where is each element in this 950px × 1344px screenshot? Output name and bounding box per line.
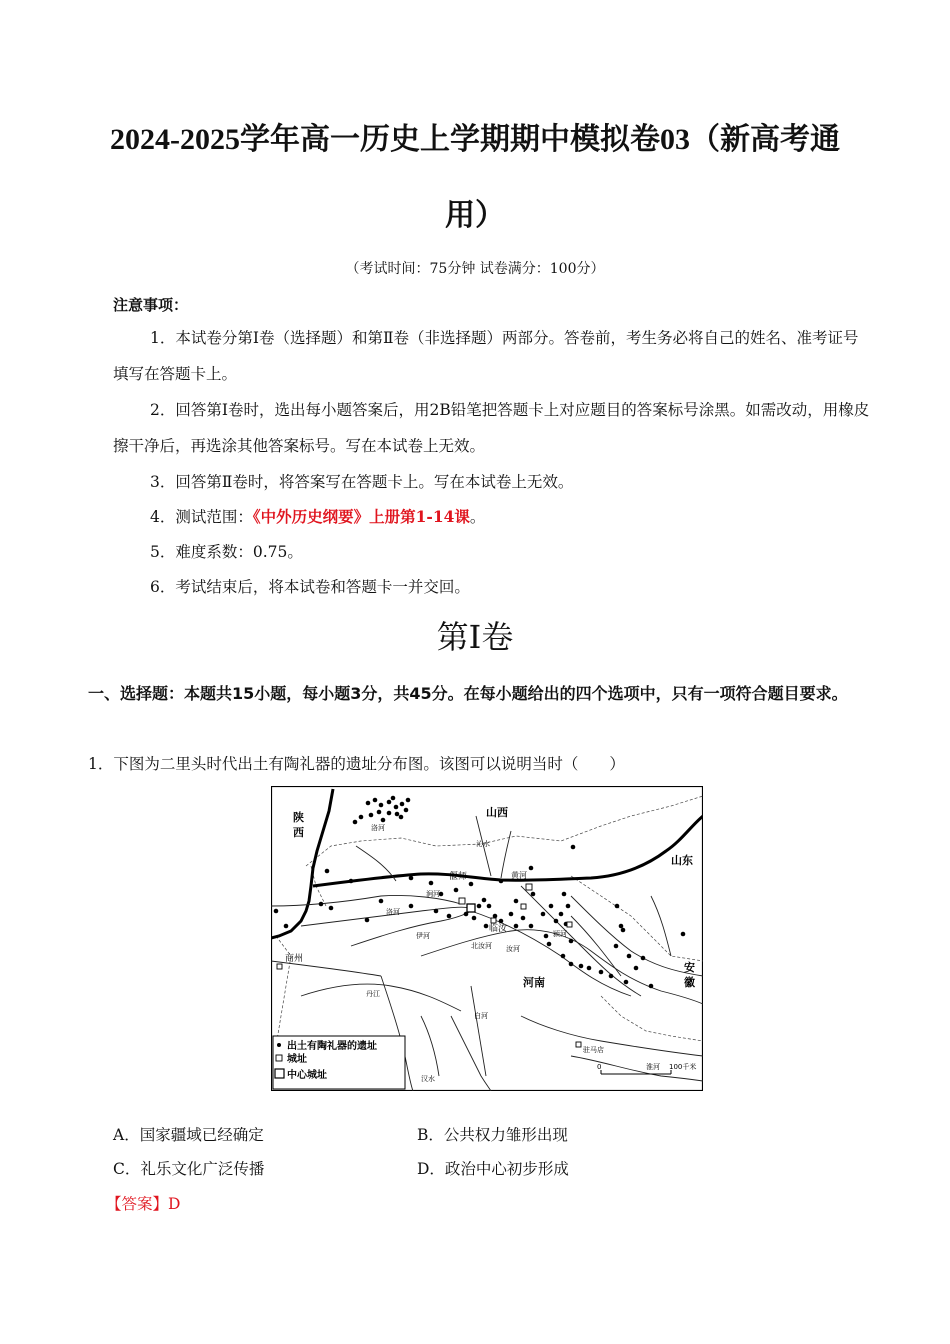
site-dot: [353, 820, 358, 825]
site-dot: [529, 924, 534, 929]
label-huanghe: 黄河: [511, 871, 527, 880]
center-city-square: [467, 904, 475, 912]
site-dot: [394, 805, 399, 810]
site-dot: [579, 964, 584, 969]
test-scope-highlight: 《中外历史纲要》上册第1-14课: [252, 507, 470, 526]
site-dot: [387, 811, 392, 816]
site-dot: [529, 866, 534, 871]
site-dot: [621, 928, 626, 933]
option-b[interactable]: B．公共权力雏形出现: [417, 1126, 568, 1144]
site-dot: [325, 869, 330, 874]
site-dot: [599, 970, 604, 975]
site-dot: [547, 942, 552, 947]
site-dot: [514, 924, 519, 929]
option-c[interactable]: C．礼乐文化广泛传播: [113, 1160, 265, 1178]
answer-label: 【答案】D: [106, 1195, 181, 1213]
site-dot: [391, 796, 396, 801]
site-dot: [514, 899, 519, 904]
site-dot: [499, 919, 504, 924]
site-dot: [381, 818, 386, 823]
city-square: [567, 922, 572, 927]
legend-center-symbol: [275, 1069, 284, 1078]
site-dot: [409, 876, 414, 881]
site-dot: [447, 914, 452, 919]
site-dot: [369, 813, 374, 818]
note-item-4-suffix: 。: [469, 508, 486, 526]
note-item-4: [113, 499, 873, 535]
site-dot: [531, 892, 536, 897]
label-huaihe: 淮河: [646, 1063, 660, 1071]
site-distribution-map: [271, 786, 703, 1091]
site-dot: [561, 954, 566, 959]
page-title-line1: 2024-2025学年高一历史上学期期中模拟卷03（新高考通: [110, 123, 840, 156]
site-dot: [681, 932, 686, 937]
site-dot: [373, 798, 378, 803]
label-hanshui: 汉水: [421, 1075, 435, 1083]
site-dot: [544, 934, 549, 939]
label-beiruhe: 北汝河: [471, 942, 492, 950]
site-dot: [566, 904, 571, 909]
label-shanxi: 山西: [486, 806, 508, 819]
site-dot: [499, 879, 504, 884]
city-square: [491, 918, 496, 923]
label-anhui-1: 安: [684, 961, 695, 974]
site-dot: [624, 980, 629, 985]
notes-heading: 注意事项：: [113, 296, 189, 314]
site-dot: [521, 916, 526, 921]
site-dot: [400, 802, 405, 807]
site-dot: [377, 810, 382, 815]
city-square: [576, 1042, 581, 1047]
note-item-4-prefix: 4．测试范围：: [150, 508, 253, 526]
site-dot: [366, 801, 371, 806]
map-legend: [273, 1036, 405, 1089]
label-ruhe: 汝河: [506, 945, 520, 953]
label-yinghe: 颍河: [553, 930, 567, 938]
city-square: [526, 884, 532, 890]
site-dot: [387, 800, 392, 805]
option-a[interactable]: A．国家疆域已经确定: [113, 1126, 264, 1144]
site-dot: [409, 904, 414, 909]
site-dot: [559, 912, 564, 917]
site-dot: [379, 899, 384, 904]
legend-site-symbol: [277, 1043, 281, 1047]
site-dot: [274, 909, 279, 914]
site-dot: [509, 912, 514, 917]
site-dot: [484, 924, 489, 929]
label-henan: 河南: [523, 976, 545, 989]
city-square: [277, 964, 282, 969]
volume-title: 第Ⅰ卷: [436, 618, 514, 656]
legend-city-symbol: [276, 1055, 282, 1061]
site-dot: [469, 882, 474, 887]
site-dot: [487, 904, 492, 909]
label-shaanxi-1: 陕: [293, 811, 304, 824]
site-dot: [587, 966, 592, 971]
site-dot: [619, 924, 624, 929]
site-dot: [562, 892, 567, 897]
section-heading: 一、选择题：本题共15小题，每小题3分，共45分。在每小题给出的四个选项中，只有一项符合题目要求。: [88, 684, 848, 703]
site-dot: [615, 904, 620, 909]
site-dot: [477, 904, 482, 909]
site-dot: [472, 916, 477, 921]
legend-center: 中心城址: [287, 1070, 327, 1081]
site-dot: [404, 808, 409, 813]
site-dot: [649, 984, 654, 989]
site-dot: [429, 881, 434, 886]
page-title-line2: 用）: [445, 199, 505, 232]
note-item-3: 3．回答第Ⅱ卷时，将答案写在答题卡上。写在本试卷上无效。: [150, 473, 574, 491]
label-jianhe: 涧河: [426, 890, 440, 898]
label-zhumadian: 驻马店: [583, 1046, 604, 1054]
site-dot: [634, 966, 639, 971]
label-shandong: 山东: [671, 854, 693, 867]
site-dot: [641, 956, 646, 961]
legend-city: 城址: [287, 1054, 307, 1065]
label-luohe-north: 洛河: [371, 824, 385, 832]
label-yihe: 伊河: [416, 932, 430, 940]
site-dot: [284, 924, 289, 929]
site-dot: [569, 962, 574, 967]
site-dot: [571, 845, 576, 850]
label-qinshui: 沁水: [476, 840, 490, 848]
legend-site: 出土有陶礼器的遗址: [287, 1041, 377, 1052]
site-dot: [554, 919, 559, 924]
site-dot: [454, 888, 459, 893]
scale-distance: 100千米: [669, 1063, 697, 1071]
site-dot: [627, 954, 632, 959]
site-dot: [406, 798, 411, 803]
option-d[interactable]: D．政治中心初步形成: [417, 1160, 569, 1178]
site-dot: [609, 974, 614, 979]
site-dot: [319, 902, 324, 907]
label-shangzhou: 商州: [285, 954, 304, 964]
city-square: [521, 904, 526, 909]
site-dot: [329, 906, 334, 911]
city-square: [459, 898, 465, 904]
label-yanshi: 偃师: [449, 872, 468, 882]
site-dot: [379, 803, 384, 808]
question-1-stem: 1．下图为二里头时代出土有陶礼器的遗址分布图。该图可以说明当时（ ）: [88, 755, 625, 773]
scale-zero: 0: [597, 1063, 602, 1071]
label-shaanxi-2: 西: [293, 826, 304, 839]
note-item-6: 6．考试结束后，将本试卷和答题卡一并交回。: [150, 578, 470, 596]
site-dot: [349, 879, 354, 884]
note-item-2: 2．回答第Ⅰ卷时，选出每小题答案后，用2B铅笔把答题卡上对应题目的答案标号涂黑。如需改动，用橡皮擦干净后，再选涂其他答案标号。写在本试卷上无效。: [113, 401, 870, 455]
site-dot: [549, 904, 554, 909]
site-dot: [399, 815, 404, 820]
site-dot: [434, 909, 439, 914]
label-anhui-2: 徽: [684, 976, 695, 989]
label-baihe: 白河: [474, 1012, 488, 1020]
site-dot: [395, 812, 400, 817]
exam-info: （考试时间：75分钟 试卷满分：100分）: [345, 261, 605, 277]
label-luohe-south: 洛河: [386, 908, 400, 916]
label-danjiang: 丹江: [366, 990, 380, 998]
site-dot: [482, 898, 487, 903]
note-item-5: 5．难度系数：0.75。: [150, 543, 303, 561]
label-linru: 临汝: [489, 924, 508, 934]
site-dot: [359, 815, 364, 820]
note-item-1: 1．本试卷分第Ⅰ卷（选择题）和第Ⅱ卷（非选择题）两部分。答卷前，考生务必将自己的姓名、准考证号填写在答题卡上。: [113, 329, 859, 383]
site-dot: [614, 944, 619, 949]
site-dot: [365, 918, 370, 923]
site-dot: [569, 939, 574, 944]
site-dot: [541, 912, 546, 917]
